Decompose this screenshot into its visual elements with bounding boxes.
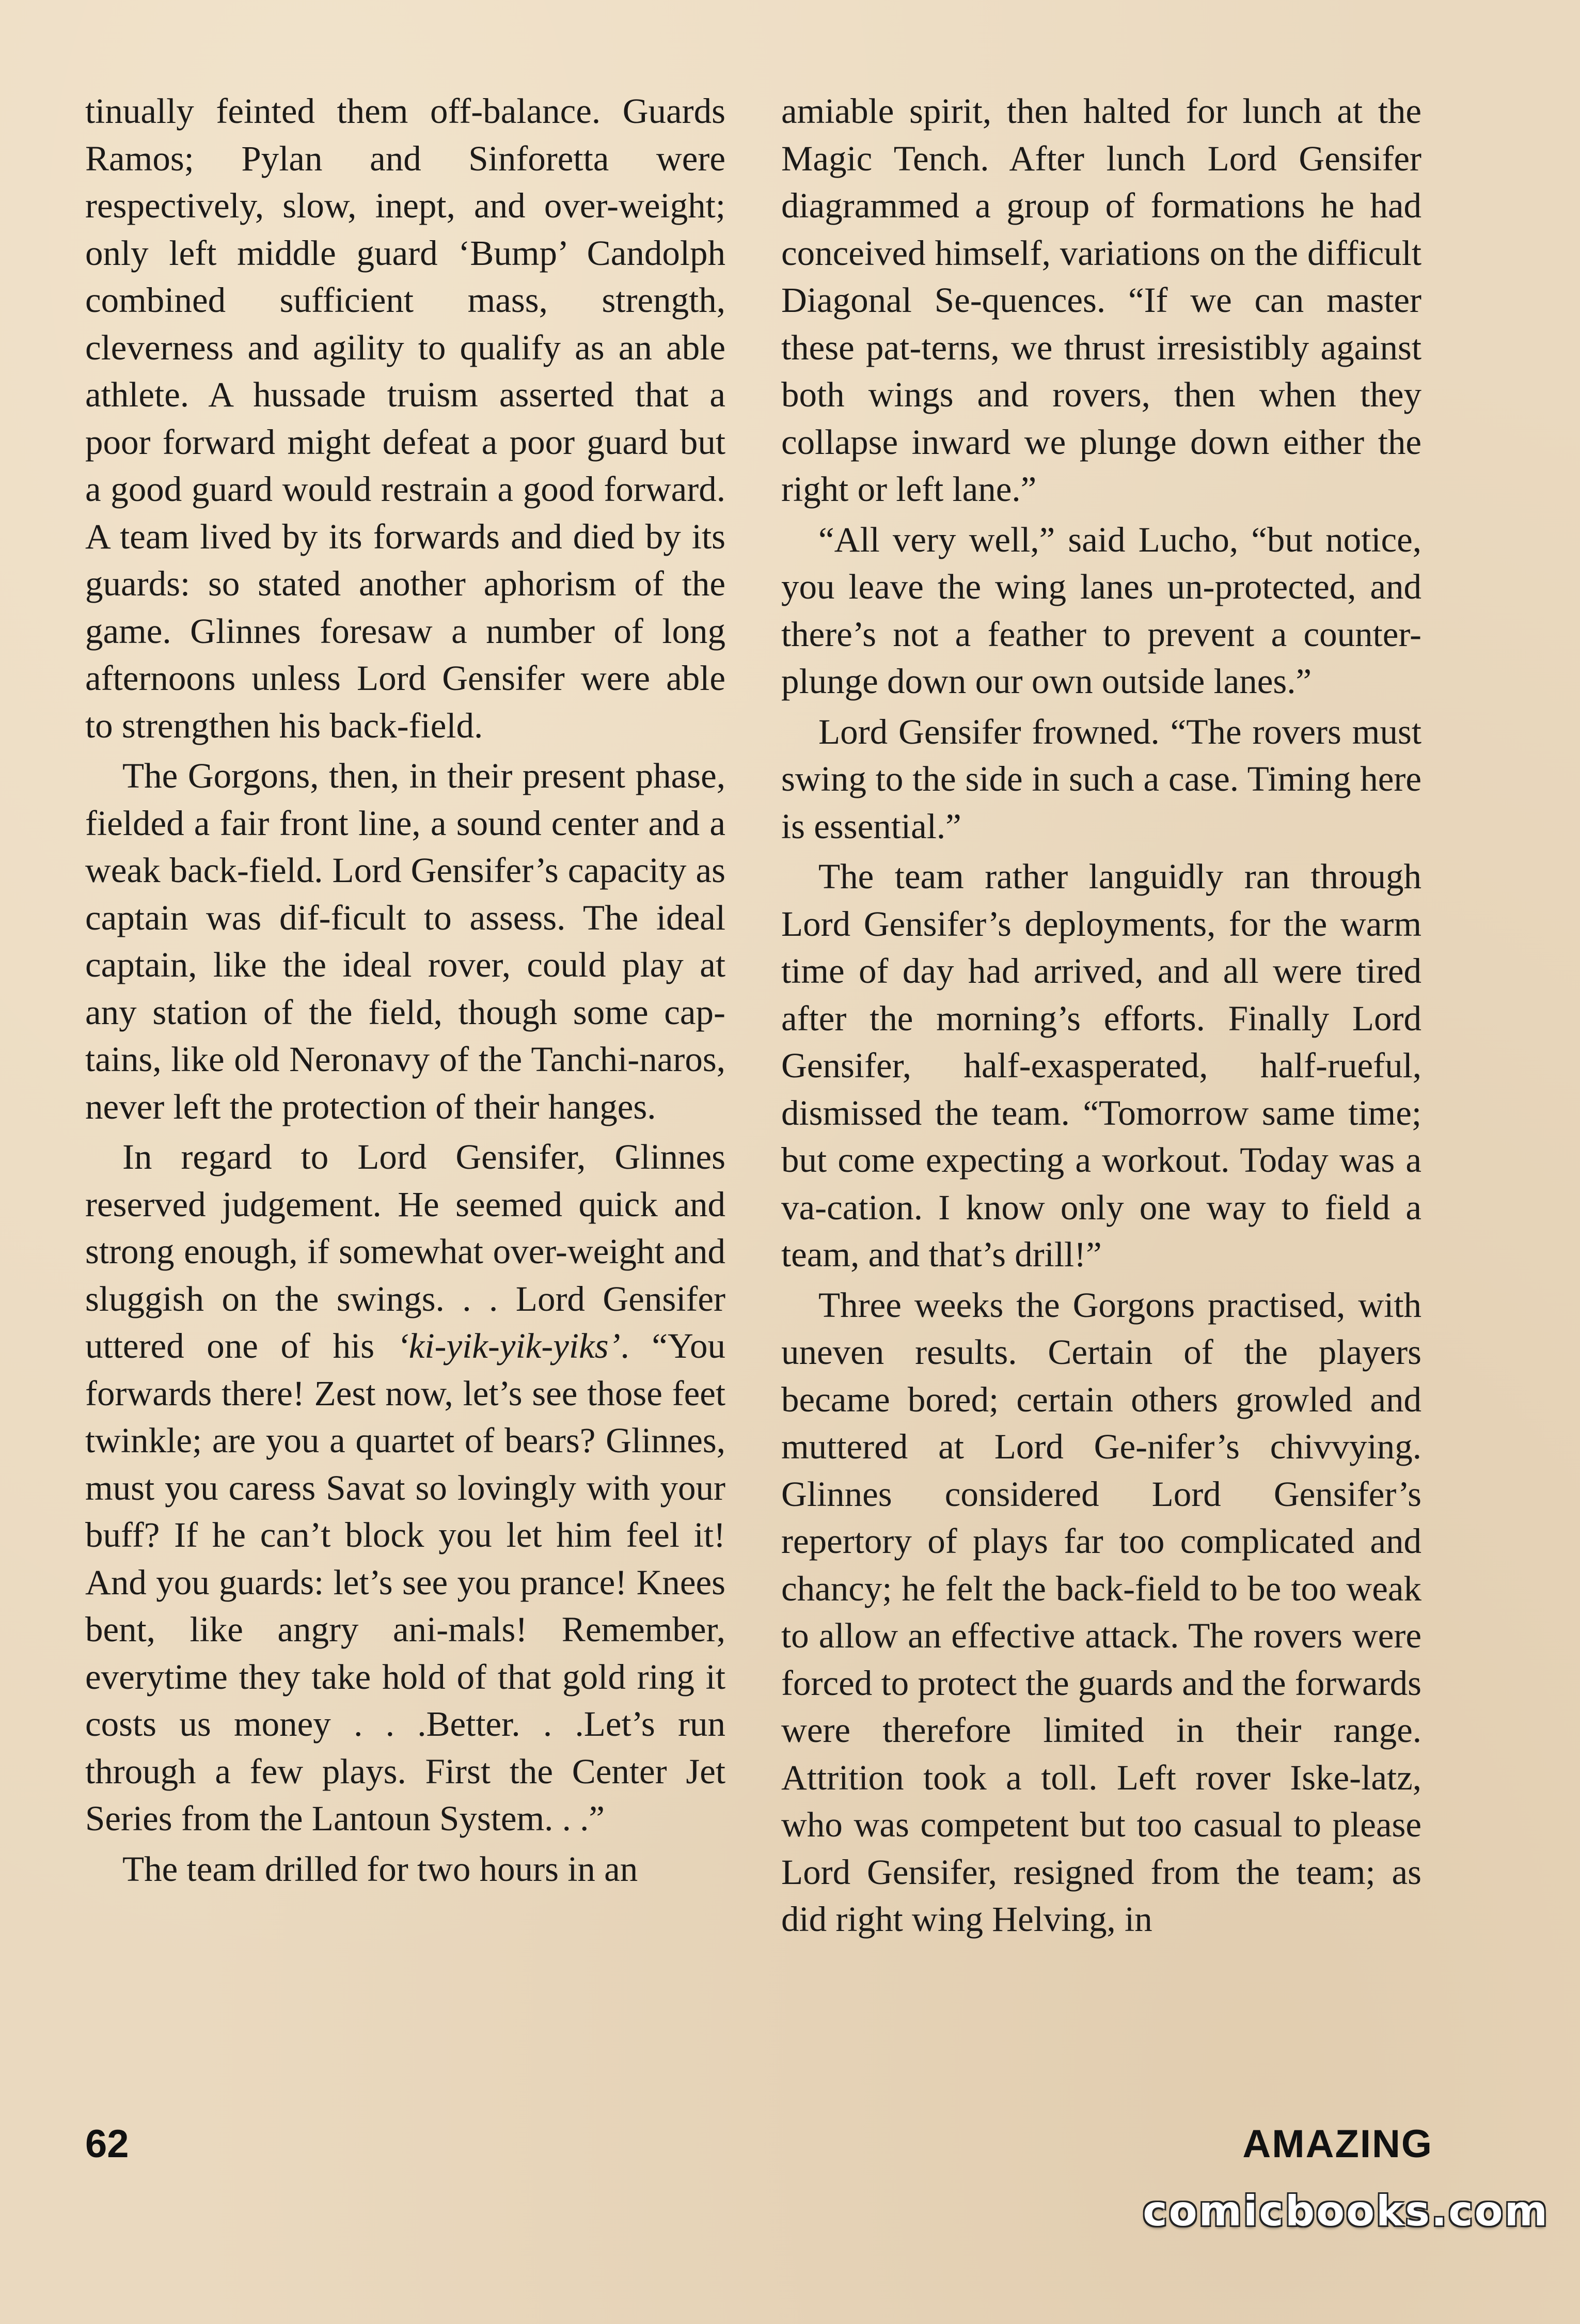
paragraph xyxy=(85,1134,725,1843)
magazine-title: AMAZING xyxy=(1242,2122,1433,2166)
page-number: 62 xyxy=(85,2122,129,2166)
paragraph: The Gorgons, then, in their present phase, fielded a fair front line, a sound center and a weak back-field. Lord Gensifer’s capacity as captain was dif-ficult to assess. The ideal captain, like the ideal rover, could play at any station of the field, though some cap-tains, like old Neronavy of the Tanchi-naros, never left the protection of their hanges. xyxy=(85,756,725,1126)
paragraph: The team rather languidly ran through Lord Gensifer’s deployments, for the warm time of day had arrived, and all were tired after the morning’s efforts. Finally Lord Gensifer, half-exasperated, half-rueful, dismissed the team. “Tomorrow same time; but come expecting a workout. Today was a va-cation. I know only one way to field a team, and that’s drill!” xyxy=(781,857,1421,1274)
watermark: comicbooks.com xyxy=(1143,2187,1549,2235)
paragraph: Lord Gensifer frowned. “The rovers must swing to the side in such a case. Timing here is essential.” xyxy=(781,712,1421,846)
paragraph: amiable spirit, then halted for lunch at the Magic Tench. After lunch Lord Gensifer diagrammed a group of formations he had conceived himself, variations on the difficult Diagonal Se-quences. “If we can master these pat-terns, we thrust irresistibly against both wings and rovers, then when they collapse inward we plunge down either the right or left lane.” xyxy=(781,91,1421,509)
paragraph-text: In regard to Lord Gensifer, Glinnes reserved judgement. He seemed quick and strong enough, if somewhat over-weight and sluggish on the swings. . . Lord Gensifer uttered one of his xyxy=(85,1137,725,1365)
paragraph: The team drilled for two hours in an xyxy=(122,1849,638,1889)
paragraph: tinually feinted them off-balance. Guards Ramos; Pylan and Sinforetta were respectively, slow, inept, and over-weight; only left middle guard ‘Bump’ Candolph combined sufficient mass, strength, cleverness and agility to qualify as an able athlete. A hussade truism asserted that a poor forward might defeat a poor guard but a good guard would restrain a good forward. A team lived by its forwards and died by its guards: so stated another aphorism of the game. Glinnes foresaw a number of long afternoons unless Lord Gensifer were able to strengthen his back-field. xyxy=(85,91,725,745)
paragraph: Three weeks the Gorgons practised, with uneven results. Certain of the players became bored; certain others growled and muttered at Lord Ge-nifer’s chivvying. Glinnes considered Lord Gensifer’s repertory of plays far too complicated and chancy; he felt the back-field to be too weak to allow an effective attack. The rovers were forced to protect the guards and the forwards were therefore limited in their range. Attrition took a toll. Left rover Iske-latz, who was competent but too casual to please Lord Gensifer, resigned from the team; as did right wing Helving, in xyxy=(781,1285,1421,1939)
paragraph-text: . “You forwards there! Zest now, let’s see those feet twinkle; are you a quartet of bears? Glinnes, must you caress Savat so lovingly with your buff? If he can’t block you let him feel it! And you guards: let’s see you prance! Knees bent, like angry ani-mals! Remember, everytime they take hold of that gold ring it costs us money . . .Better. . .Let’s run through a few plays. First the Center Jet Series from the Lantoun System. . .” xyxy=(85,1326,725,1838)
left-column xyxy=(85,88,725,1893)
italic-exclamation: ‘ki-yik-yik-yiks’ xyxy=(397,1326,621,1365)
paragraph: “All very well,” said Lucho, “but notice, you leave the wing lanes un-protected, and there’s not a feather to prevent a counter-plunge down our own outside lanes.” xyxy=(781,520,1421,701)
right-column xyxy=(781,88,1421,1943)
